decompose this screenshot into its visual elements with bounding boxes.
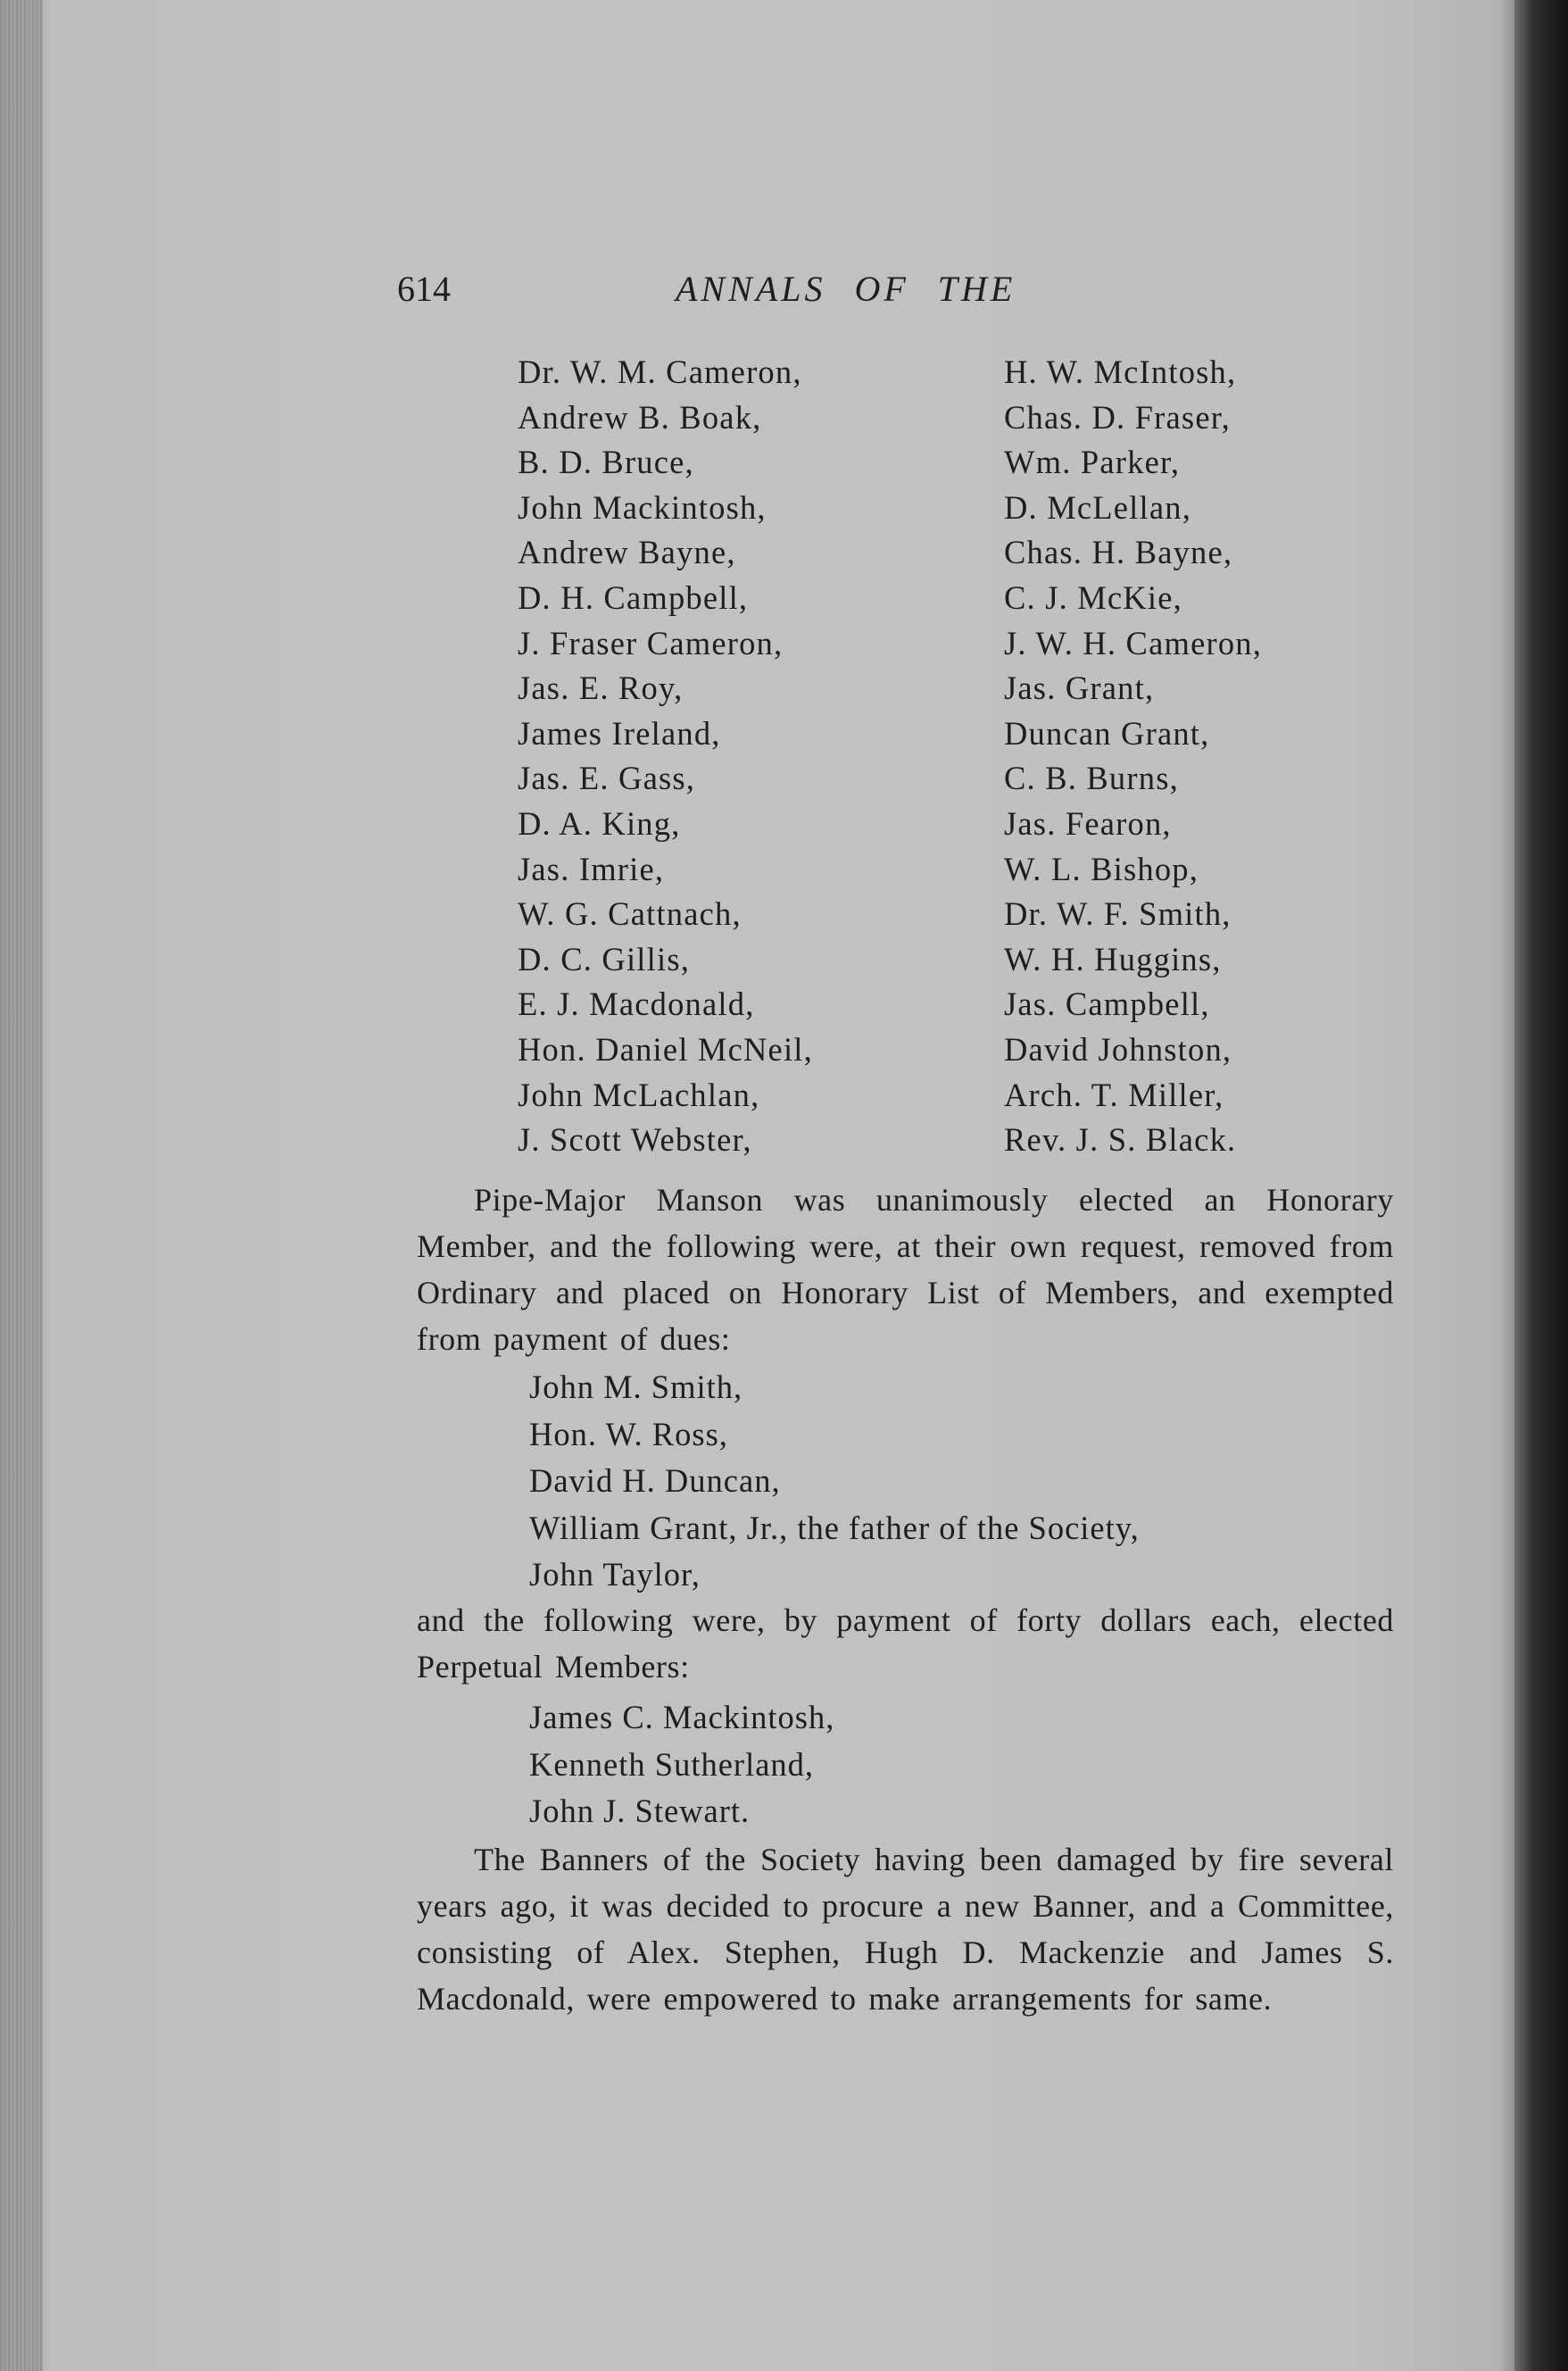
- name-row: [518, 892, 1392, 937]
- name-row: [518, 1118, 1392, 1163]
- member-name-list: [518, 350, 1392, 1163]
- member-name: John McLachlan,: [518, 1076, 760, 1113]
- list-item: James C. Mackintosh,: [529, 1699, 835, 1735]
- page-right-shadow: [1514, 0, 1568, 2371]
- member-name: W. L. Bishop,: [1004, 850, 1199, 887]
- honorary-members-list: [529, 1364, 1422, 1599]
- member-name: J. W. H. Cameron,: [1004, 624, 1263, 661]
- page-header: [397, 268, 1388, 321]
- name-row: [518, 350, 1392, 395]
- page-number: 614: [397, 269, 451, 309]
- name-row: [518, 756, 1392, 802]
- member-name: David Johnston,: [1004, 1030, 1232, 1068]
- paragraph-honorary-member: Pipe-Major Manson was unanimously elected an Honorary Member, and the following were, at their own request, removed from Ordinary and placed on Honorary List of Members, and exempted from payment of dues:: [417, 1182, 1394, 1357]
- list-item: Hon. W. Ross,: [529, 1415, 728, 1452]
- member-name: John Mackintosh,: [518, 488, 767, 526]
- member-name: B. D. Bruce,: [518, 444, 694, 481]
- member-name: Dr. W. F. Smith,: [1004, 895, 1232, 933]
- member-name: D. H. Campbell,: [518, 578, 749, 616]
- member-name: Wm. Parker,: [1004, 444, 1181, 481]
- member-name: W. G. Cattnach,: [518, 895, 742, 933]
- member-name: D. McLellan,: [1004, 488, 1192, 526]
- list-item: John M. Smith,: [529, 1369, 743, 1405]
- member-name: Rev. J. S. Black.: [1004, 1121, 1237, 1159]
- name-row: [518, 1027, 1392, 1073]
- name-row: [518, 395, 1392, 441]
- member-name: Andrew B. Boak,: [518, 398, 762, 436]
- list-item: David H. Duncan,: [529, 1462, 781, 1499]
- list-item: Kenneth Sutherland,: [529, 1745, 815, 1783]
- name-row: [518, 486, 1392, 531]
- member-name: E. J. Macdonald,: [518, 986, 755, 1023]
- name-row: [518, 802, 1392, 847]
- member-name: Jas. Imrie,: [518, 850, 665, 887]
- name-row: [518, 576, 1392, 621]
- name-row: [518, 666, 1392, 711]
- member-name: J. Fraser Cameron,: [518, 624, 784, 661]
- name-row: [518, 937, 1392, 983]
- member-name: Duncan Grant,: [1004, 714, 1210, 752]
- name-row: [518, 711, 1392, 757]
- list-item: John Taylor,: [529, 1556, 701, 1593]
- member-name: C. B. Burns,: [1004, 760, 1179, 797]
- name-row: [518, 847, 1392, 893]
- member-name: J. Scott Webster,: [518, 1121, 752, 1159]
- member-name: Chas. D. Fraser,: [1004, 398, 1231, 436]
- page-binding-edge: [0, 0, 43, 2371]
- member-name: Andrew Bayne,: [518, 534, 736, 571]
- member-name: D. C. Gillis,: [518, 940, 691, 978]
- member-name: Dr. W. M. Cameron,: [518, 354, 802, 390]
- running-title: ANNALS OF THE: [676, 269, 1016, 309]
- name-row: [518, 530, 1392, 576]
- member-name: Arch. T. Miller,: [1004, 1076, 1224, 1113]
- member-name: James Ireland,: [518, 714, 721, 752]
- member-name: C. J. McKie,: [1004, 578, 1182, 616]
- member-name: Jas. Fearon,: [1004, 804, 1172, 842]
- member-name: Jas. Campbell,: [1004, 986, 1210, 1023]
- member-name: Jas. Grant,: [1004, 670, 1155, 707]
- member-name: Jas. E. Roy,: [518, 670, 684, 707]
- name-row: [518, 440, 1392, 486]
- member-name: Chas. H. Bayne,: [1004, 534, 1233, 571]
- member-name: H. W. McIntosh,: [1004, 354, 1237, 390]
- name-row: [518, 621, 1392, 667]
- paragraph-perpetual-intro: and the following were, by payment of forty dollars each, elected Perpetual Members:: [417, 1602, 1394, 1685]
- name-row: [518, 1073, 1392, 1119]
- paragraph-banners: The Banners of the Society having been damaged by fire several years ago, it was decided to procure a new Banner, and a Committee, consisting of Alex. Stephen, Hugh D. Mackenzie and James S. Macdonald, were empowered to make arrangements for same.: [417, 1842, 1394, 2017]
- member-name: Hon. Daniel McNeil,: [518, 1030, 813, 1068]
- member-name: W. H. Huggins,: [1004, 940, 1222, 978]
- perpetual-members-list: [529, 1694, 1422, 1835]
- name-row: [518, 982, 1392, 1027]
- member-name: D. A. King,: [518, 804, 681, 842]
- list-item: William Grant, Jr., the father of the Society,: [529, 1509, 1140, 1546]
- list-item: John J. Stewart.: [529, 1793, 751, 1829]
- member-name: Jas. E. Gass,: [518, 760, 696, 797]
